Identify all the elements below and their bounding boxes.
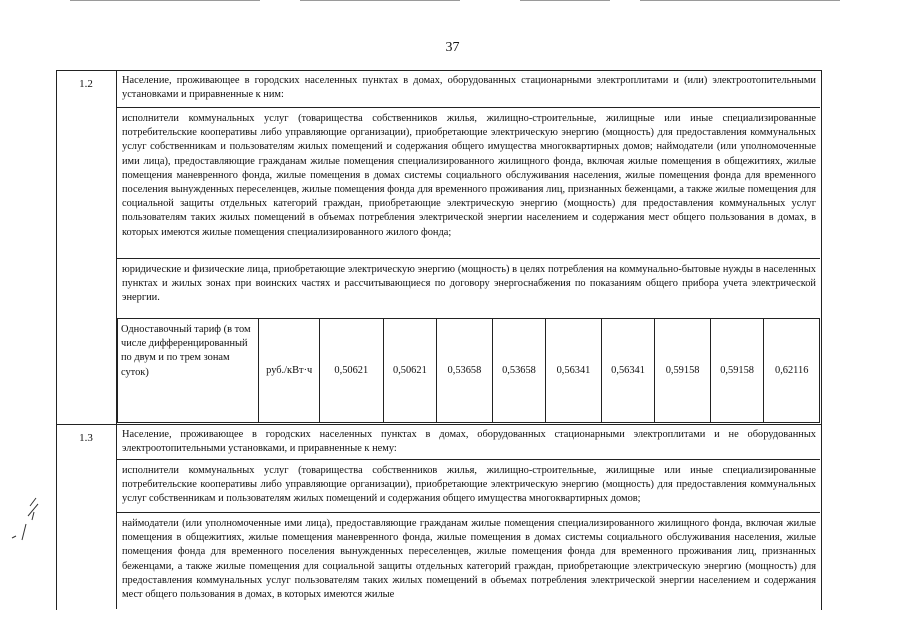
tariff-value: 0,56341 bbox=[546, 319, 602, 423]
tariff-value: 0,59158 bbox=[655, 319, 711, 423]
tariff-value: 0,59158 bbox=[710, 319, 764, 423]
tariff-value: 0,50621 bbox=[383, 319, 437, 423]
row-1-2-group-a: исполнители коммунальных услуг (товарищества собственников жилья, жилищно-строительные, жилищные или иные специализированные потребительские кооперативы либо управляющие организации), приобретающие электрическую энергию (мощность) для предоставления коммунальных услуг собственникам и пользователям жилых помещений и содержания общего имущества многоквартирных домов; наймодатели (или уполномоченные ими лица), предоставляющие гражданам жилые помещения специализированного жилищного фонда, включая жилые помещения в общежитиях, жилые помещения маневренного фонда, жилые помещения в домах системы социального обслуживания населения, жилые помещения фонда для временного поселения вынужденных переселенцев, жилые помещения фонда для временного проживания лиц, признанных беженцами, а также жилые помещения для социальной защиты отдельных категорий граждан, приобретающие электрическую энергию (мощность) для предоставления коммунальных услуг пользователям таких жилых помещений в объемах потребления электрической энергии населением и содержания мест общего пользования в домах, в которых имеются жилые помещения специализированного жилого фонда; bbox=[122, 113, 816, 238]
row-1-2-divider-2 bbox=[117, 258, 820, 259]
row-1-2-heading: Население, проживающее в городских населенных пунктах в домах, оборудованных стационарными электроплитами и (или) электроотопительными установками и приравненные к ним: bbox=[122, 75, 816, 101]
row-1-2-divider-1 bbox=[117, 107, 820, 108]
row-number-1-3: 1.3 bbox=[79, 432, 93, 444]
tariff-value: 0,53658 bbox=[492, 319, 546, 423]
scan-top-edge bbox=[0, 0, 905, 2]
row-1-2-group-b: юридические и физические лица, приобретающие электрическую энергию (мощность) в целях потребления на коммунально-бытовые нужды в населенных пунктах и жилых зонах при воинских частях и рассчитывающиеся по договору энергоснабжения по показаниям общего прибора учета электрической энергии. bbox=[122, 264, 816, 304]
page-number: 37 bbox=[445, 40, 460, 55]
row-1-3-divider-2 bbox=[117, 512, 820, 513]
row-1-3-group-b: наймодатели (или уполномоченные ими лица), предоставляющие гражданам жилые помещения специализированного жилищного фонда, включая жилые помещения в общежитиях, жилые помещения маневренного фонда, жилые помещения в домах системы социального обслуживания населения, жилые помещения фонда для временного поселения вынужденных переселенцев, жилые помещения фонда для временного проживания лиц, признанных беженцами, а также жилые помещения для социальной защиты отдельных категорий граждан, приобретающие электрическую энергию (мощность) для предоставления коммунальных услуг пользователям таких жилых помещений в объемах потребления электрической энергии населением и содержания мест общего пользования в домах, в которых имеются жилые bbox=[122, 518, 816, 601]
row-number-1-2: 1.2 bbox=[79, 78, 93, 90]
tariff-value: 0,50621 bbox=[320, 319, 384, 423]
row-divider bbox=[56, 424, 822, 425]
tariff-value: 0,56341 bbox=[601, 319, 655, 423]
tariff-name: Одноставочный тариф (в том числе дифференцированный по двум и по трем зонам суток) bbox=[118, 319, 259, 423]
tariff-unit: руб./кВт·ч bbox=[259, 319, 320, 423]
tariff-value: 0,53658 bbox=[437, 319, 493, 423]
row-1-3-group-a: исполнители коммунальных услуг (товарищества собственников жилья, жилищно-строительные, жилищные или иные специализированные потребительские кооперативы либо управляющие организации), приобретающие электрическую энергию (мощность) для предоставления коммунальных услуг собственникам и пользователям жилых помещений и содержания общего имущества многоквартирных домов; bbox=[122, 465, 816, 505]
row-1-3-divider-1 bbox=[117, 459, 820, 460]
tariff-value: 0,62116 bbox=[764, 319, 820, 423]
tariff-row bbox=[118, 319, 820, 423]
margin-pen-marks bbox=[8, 494, 48, 554]
row-1-3-heading: Население, проживающее в городских населенных пунктах в домах, оборудованных стационарными электроплитами и не оборудованных электроотопительными установками, и приравненные к нему: bbox=[122, 429, 816, 455]
tariff-values-table bbox=[117, 318, 820, 423]
